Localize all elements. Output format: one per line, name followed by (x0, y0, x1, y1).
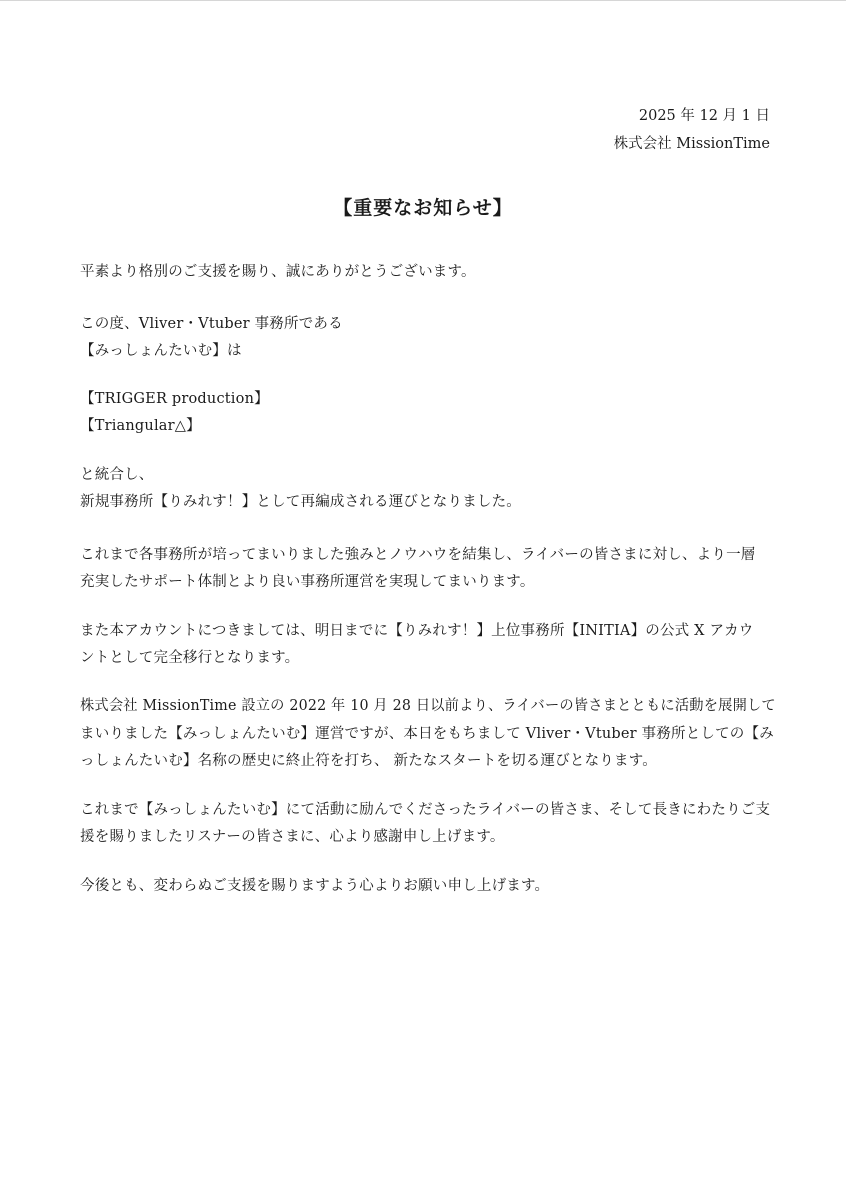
page-top-edge (0, 0, 846, 1)
body-line: 援を賜りましたリスナーの皆さまに、心より感謝申し上げます。 (80, 829, 505, 845)
body-line: と統合し、 (80, 467, 154, 483)
body-line: 平素より格別のご支援を賜り、誠にありがとうございます。 (80, 264, 476, 280)
body-line: この度、Vliver・Vtuber 事務所である (80, 316, 343, 332)
body-line: まいりました【みっしょんたいむ】運営ですが、本日をもちまして Vliver・Vtuber 事務所としての【み (80, 726, 774, 742)
body-line: 【Triangular△】 (80, 418, 201, 434)
body-line: 新規事務所【りみれす！】として再編成される運びとなりました。 (80, 494, 521, 510)
body-line: 株式会社 MissionTime 設立の 2022 年 10 月 28 日以前より、ライバーの皆さまとともに活動を展開して (80, 698, 776, 714)
body-line: ントとして完全移行となります。 (80, 650, 300, 666)
body-line: 今後とも、変わらぬご支援を賜りますよう心よりお願い申し上げます。 (80, 878, 550, 894)
body-line: これまで【みっしょんたいむ】にて活動に励んでくださったライバーの皆さま、そして長きにわたりご支 (80, 802, 771, 818)
notice-date: 2025 年 12 月 1 日 (638, 108, 770, 124)
body-line: また本アカウントにつきましては、明日までに【りみれす！】上位事務所【INITIA】の公式 X アカウ (80, 623, 754, 639)
body-line: 【TRIGGER production】 (80, 391, 269, 407)
notice-title: 【重要なお知らせ】 (333, 197, 513, 219)
body-line: これまで各事務所が培ってまいりました強みとノウハウを結集し、ライバーの皆さまに対し、より一層 (80, 547, 756, 563)
company-name: 株式会社 MissionTime (613, 136, 770, 152)
body-line: 【みっしょんたいむ】は (80, 343, 242, 359)
body-line: 充実したサポート体制とより良い事務所運営を実現してまいります。 (80, 574, 535, 590)
body-line: っしょんたいむ】名称の歴史に終止符を打ち、 新たなスタートを切る運びとなります。 (80, 753, 657, 769)
